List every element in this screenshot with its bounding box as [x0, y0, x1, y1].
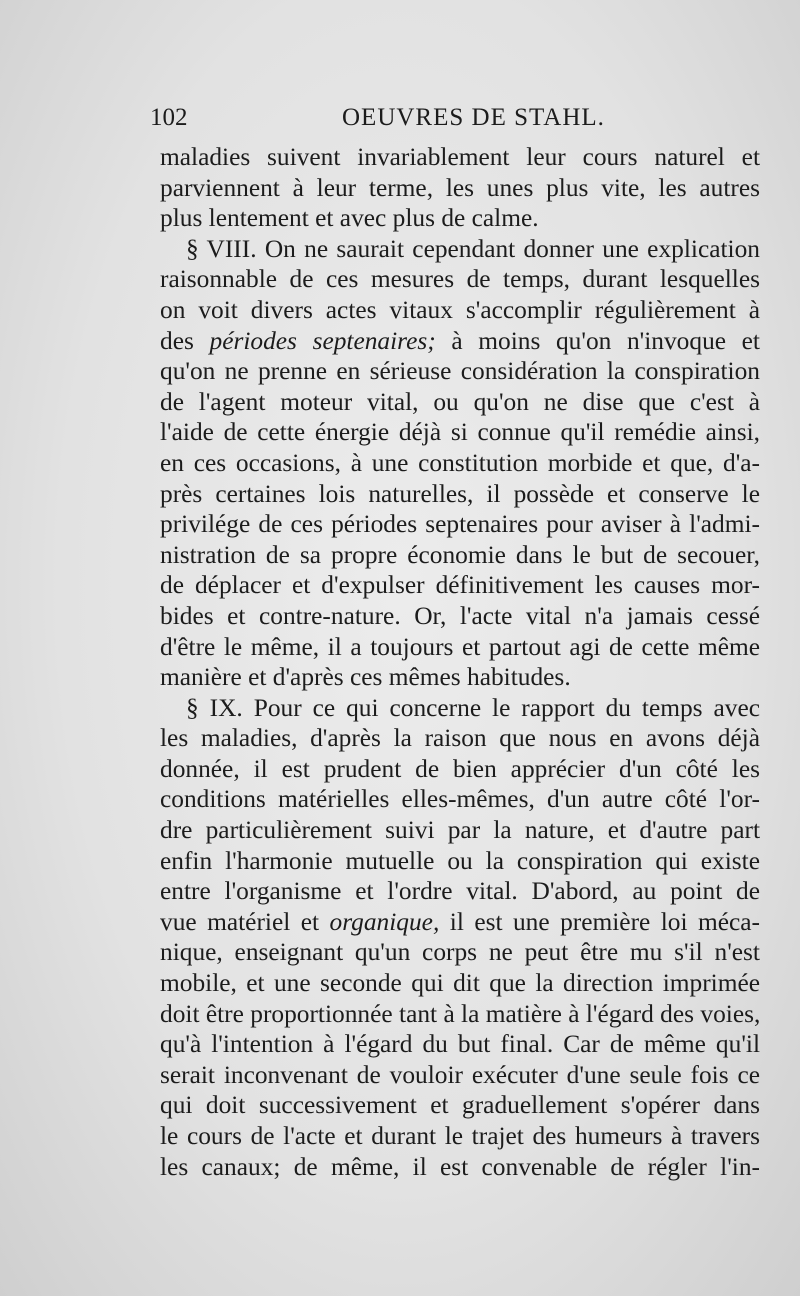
text-line: conditions matérielles elles-mêmes, d'un autre côté l'or- [160, 785, 760, 814]
text-line: d'être le même, il a toujours et partout agi de cette même [160, 632, 760, 661]
text-line: donnée, il est prudent de bien apprécier d'un côté les [160, 754, 760, 783]
text-line: le cours de l'acte et durant le trajet des humeurs à travers [160, 1122, 760, 1150]
text-line: maladies suivent invariablement leur cours naturel et [160, 143, 760, 171]
text-line: entre l'organisme et l'ordre vital. D'abord, au point de [160, 877, 760, 906]
text-line: l'aide de cette énergie déjà si connue qu'il remédie ainsi, [160, 418, 760, 447]
text-line: mobile, et une seconde qui dit que la direction imprimée [160, 969, 760, 998]
text-line: raisonnable de ces mesures de temps, durant lesquelles [160, 265, 760, 294]
running-title: OEUVRES DE STAHL. [342, 104, 605, 131]
paragraph-viii-start: § VIII. On ne saurait cependant donner une explication [186, 234, 760, 263]
text-segment: des [160, 326, 194, 355]
text-segment: il est une première loi méca- [449, 907, 761, 936]
text-line: qu'on ne prenne en sérieuse considération la conspiration [160, 357, 760, 386]
text-line: les maladies, d'après la raison que nous en avons déjà [160, 724, 760, 753]
text-line: serait inconvenant de vouloir exécuter d'une seule fois ce [160, 1060, 760, 1089]
text-line: manière et d'après ces mêmes habitudes. [160, 663, 571, 692]
text-line: on voit divers actes vitaux s'accomplir régulièrement à [160, 295, 760, 324]
text-line: enfin l'harmonie mutuelle ou la conspiration qui existe [160, 846, 760, 875]
text-line: doit être proportionnée tant à la matière à l'égard des voies, [160, 999, 761, 1028]
italic-term: périodes septenaires; [209, 326, 436, 355]
body-text [160, 142, 760, 1182]
page-header [150, 104, 710, 144]
italic-term: organique, [329, 907, 440, 936]
page-number: 102 [150, 104, 188, 131]
text-line: qui doit successivement et graduellement s'opérer dans [160, 1091, 760, 1120]
text-line: en ces occasions, à une constitution morbide et que, d'a- [160, 448, 760, 477]
text-line [160, 326, 760, 357]
paragraph-ix-start: § IX. Pour ce qui concerne le rapport du temps avec [186, 693, 760, 722]
text-line: parviennent à leur terme, les unes plus vite, les autres [160, 173, 760, 202]
text-line: plus lentement et avec plus de calme. [160, 204, 539, 233]
text-line: de déplacer et d'expulser définitivement les causes mor- [160, 571, 760, 600]
text-line: dre particulièrement suivi par la nature, et d'autre part [160, 816, 760, 845]
text-line: qu'à l'intention à l'égard du but final. Car de même qu'il [160, 1030, 760, 1059]
text-line: de l'agent moteur vital, ou qu'on ne dise que c'est à [160, 387, 760, 416]
text-line: nique, enseignant qu'un corps ne peut être mu s'il n'est [160, 938, 760, 967]
text-line: près certaines lois naturelles, il possède et conserve le [160, 479, 760, 508]
text-segment: à moins qu'on n'invoque et [451, 326, 760, 355]
text-line: bides et contre-nature. Or, l'acte vital n'a jamais cessé [160, 601, 760, 630]
text-line: privilége de ces périodes septenaires pour aviser à l'admi- [160, 510, 760, 539]
text-segment: vue matériel et [160, 907, 320, 936]
text-line: nistration de sa propre économie dans le but de secouer, [160, 540, 760, 569]
text-line: les canaux; de même, il est convenable de régler l'in- [160, 1152, 760, 1181]
text-line [160, 907, 760, 938]
